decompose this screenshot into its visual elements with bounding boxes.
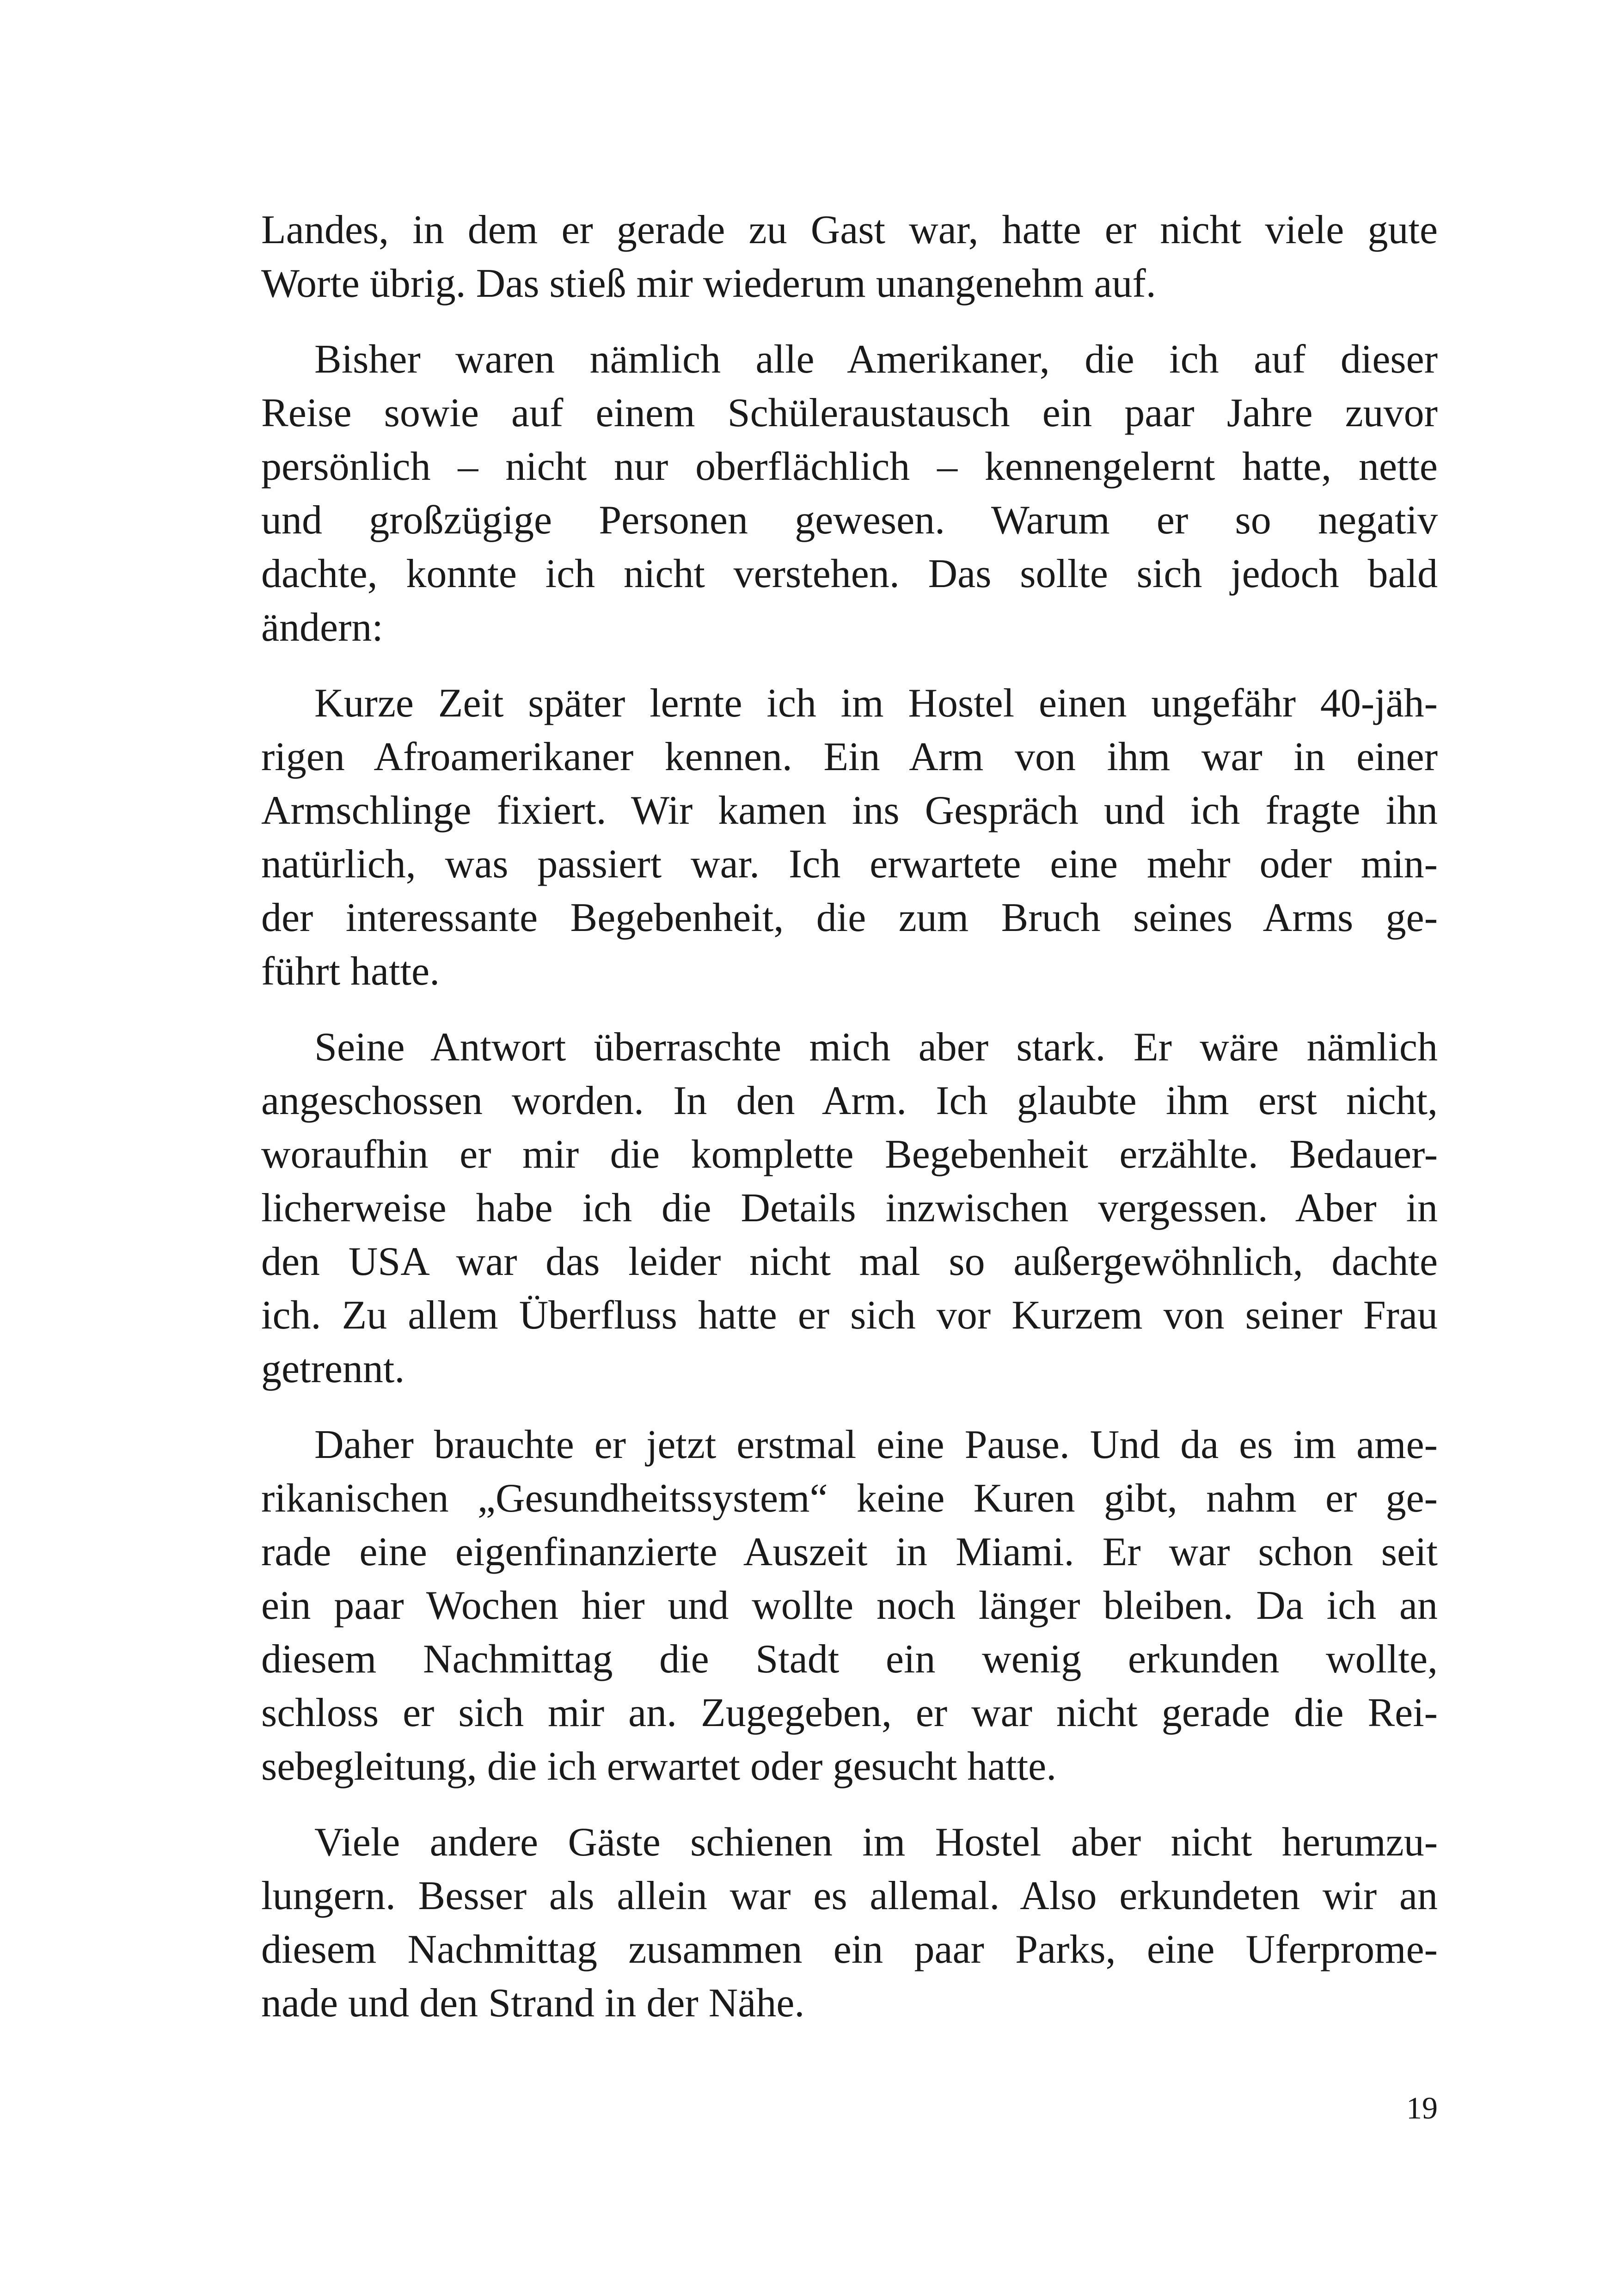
text-line: getrennt. bbox=[261, 1347, 405, 1391]
text-line: Armschlinge fixiert. Wir kamen ins Gespräch und ich fragte ihn bbox=[261, 788, 1438, 833]
text-line: und großzügige Personen gewesen. Warum er so negativ bbox=[261, 498, 1438, 543]
text-line: nade und den Strand in der Nähe. bbox=[261, 1981, 805, 2026]
text-line: Landes, in dem er gerade zu Gast war, hatte er nicht viele gute bbox=[261, 208, 1438, 252]
text-line: Kurze Zeit später lernte ich im Hostel einen ungefähr 40-jäh- bbox=[314, 681, 1438, 726]
page-number: 19 bbox=[1406, 2090, 1438, 2125]
text-line: Daher brauchte er jetzt erstmal eine Pause. Und da es im ame- bbox=[314, 1422, 1438, 1467]
paragraph-5 bbox=[261, 1418, 1438, 1794]
paragraph-6 bbox=[261, 1816, 1438, 2030]
body-text bbox=[261, 203, 1438, 2052]
text-line: ich. Zu allem Überfluss hatte er sich vor Kurzem von seiner Frau bbox=[261, 1293, 1438, 1338]
text-line: natürlich, was passiert war. Ich erwartete eine mehr oder min- bbox=[261, 842, 1438, 887]
text-line: diesem Nachmittag zusammen ein paar Parks, eine Uferprome- bbox=[261, 1927, 1438, 1972]
text-line: woraufhin er mir die komplette Begebenheit erzählte. Bedauer- bbox=[261, 1132, 1438, 1177]
text-line: dachte, konnte ich nicht verstehen. Das sollte sich jedoch bald bbox=[261, 551, 1438, 596]
text-line: Viele andere Gäste schienen im Hostel aber nicht herumzu- bbox=[314, 1820, 1438, 1865]
text-line: licherweise habe ich die Details inzwischen vergessen. Aber in bbox=[261, 1186, 1438, 1231]
paragraph-3 bbox=[261, 677, 1438, 998]
paragraph-2 bbox=[261, 333, 1438, 655]
paragraph-1 bbox=[261, 203, 1438, 311]
text-line: ein paar Wochen hier und wollte noch länger bleiben. Da ich an bbox=[261, 1583, 1438, 1628]
text-line: Seine Antwort überraschte mich aber stark. Er wäre nämlich bbox=[314, 1025, 1438, 1070]
text-line: rigen Afroamerikaner kennen. Ein Arm von ihm war in einer bbox=[261, 735, 1438, 779]
text-line: angeschossen worden. In den Arm. Ich glaubte ihm erst nicht, bbox=[261, 1078, 1438, 1123]
text-line: persönlich – nicht nur oberflächlich – kennengelernt hatte, nette bbox=[261, 444, 1438, 489]
text-line: führt hatte. bbox=[261, 949, 440, 994]
text-line: Bisher waren nämlich alle Amerikaner, die ich auf dieser bbox=[314, 337, 1438, 382]
text-line: sebegleitung, die ich erwartet oder gesucht hatte. bbox=[261, 1744, 1057, 1789]
text-line: der interessante Begebenheit, die zum Bruch seines Arms ge- bbox=[261, 895, 1438, 940]
text-line: rade eine eigenfinanzierte Auszeit in Miami. Er war schon seit bbox=[261, 1530, 1438, 1574]
text-line: Reise sowie auf einem Schüleraustausch ein paar Jahre zuvor bbox=[261, 391, 1438, 435]
text-line: schloss er sich mir an. Zugegeben, er war nicht gerade die Rei- bbox=[261, 1690, 1438, 1735]
text-line: ändern: bbox=[261, 605, 383, 650]
text-line: lungern. Besser als allein war es allemal. Also erkundeten wir an bbox=[261, 1874, 1438, 1918]
text-line: diesem Nachmittag die Stadt ein wenig erkunden wollte, bbox=[261, 1637, 1438, 1682]
text-line: rikanischen „Gesundheitssystem“ keine Kuren gibt, nahm er ge- bbox=[261, 1476, 1438, 1521]
text-line: Worte übrig. Das stieß mir wiederum unangenehm auf. bbox=[261, 261, 1156, 306]
text-line: den USA war das leider nicht mal so außergewöhnlich, dachte bbox=[261, 1239, 1438, 1284]
paragraph-4 bbox=[261, 1021, 1438, 1396]
